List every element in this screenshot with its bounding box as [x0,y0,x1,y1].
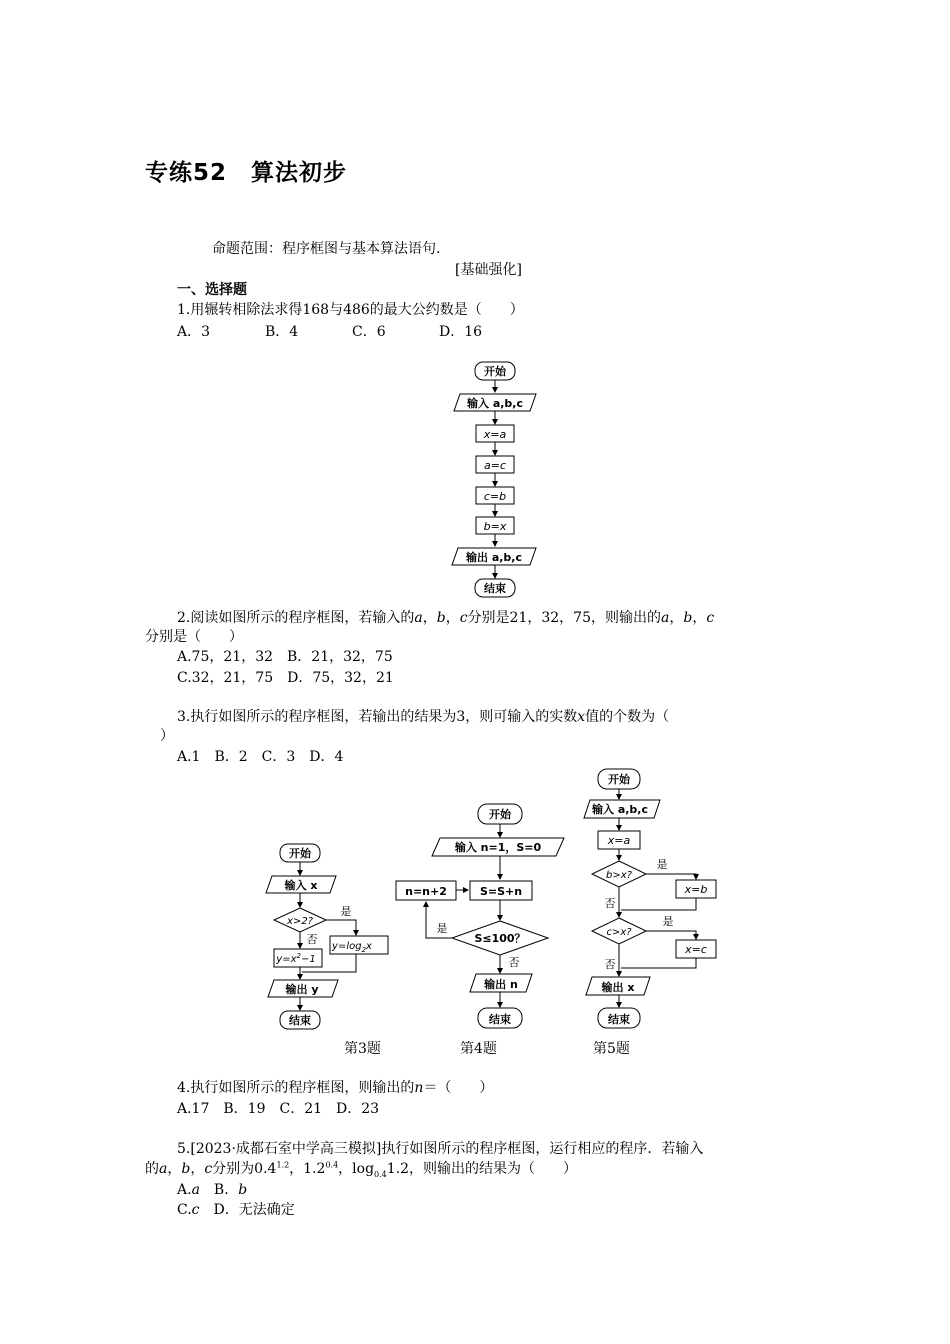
flowchart-q5 [580,764,730,1034]
q2-sep: ， [445,610,460,626]
q3-stem-line1 [177,706,669,726]
flowchart-q3 [262,838,402,1034]
q1-option-c: C．6 [352,324,386,340]
flow5-step1-label: x=a [607,834,631,847]
q2-var-a: a [660,610,670,626]
q5-opt-a-pre: A. [177,1182,192,1198]
q5-var-a: a [159,1161,168,1177]
flowchart-q4 [388,798,568,1034]
q2-stem-line1 [177,607,714,627]
q1-option-a: A．3 [177,324,211,340]
q5-opt-b-pre: B． [213,1182,239,1198]
q4-options: A.17 B．19 C．21 D．23 [177,1101,380,1117]
q5-exp2: 0.4 [325,1160,339,1170]
flow3-then-sub: 2 [361,946,367,954]
flow3-else-text: y=x [276,954,297,965]
flow5-yes1-label: 是 [656,858,668,871]
flow3-condition-label: x>2? [287,916,313,927]
flow5-no2-label: 否 [604,958,616,971]
flow5-then1-label: x=b [684,883,708,896]
flow3-else-sup: 2 [296,952,301,960]
flow3-output-label: 输出 y [285,983,319,996]
flow5-condition2-label: c>x? [606,927,632,938]
flow4-end-label: 结束 [489,1013,511,1026]
q1-options [177,321,482,341]
q5-opt-d: D．无法确定 [213,1202,295,1218]
q3-stem-line2: ） [160,728,174,744]
q5-stem-c: 1.2，则输出的结果为（ ） [386,1161,578,1177]
flow4-step1-label: n=n+2 [405,885,447,898]
flow3-end-label: 结束 [289,1014,311,1027]
q5-var-b: b [181,1161,191,1177]
flow4-start-label: 开始 [489,808,511,821]
q5-stem-line2 [145,1158,577,1179]
q2-var-b: b [436,610,446,626]
q3-var-x: x [577,709,586,725]
flow3-input-label: 输入 x [284,879,318,892]
q4-stem-b: ＝（ ） [423,1080,494,1096]
flow1-input-label: 输入 a,b,c [466,397,524,410]
flow4-step2-label: S=S+n [479,885,523,898]
section-heading: 一、选择题 [177,282,247,298]
q1-option-d: D．16 [439,324,483,340]
q5-stem-line1: 5.[2023·成都石室中学高三模拟]执行如图所示的程序框图，运行相应的程序．若输入 [177,1141,704,1157]
caption-q4: 第4题 [460,1041,497,1057]
q5-options-1 [177,1179,247,1199]
flow5-yes2-label: 是 [662,915,674,928]
q2-sep: ， [422,610,437,626]
q2-sep: ， [669,610,684,626]
flow5-start-label: 开始 [608,773,630,786]
flow3-then-label [331,941,372,954]
q5-var-c: c [204,1161,213,1177]
flow3-no-label: 否 [306,933,318,946]
scope-note: 命题范围：程序框图与基本算法语句. [212,241,441,257]
flow1-end-label: 结束 [484,582,506,595]
flow4-no-label: 否 [508,956,520,969]
caption-q3: 第3题 [344,1041,381,1057]
q3-options: A.1 B．2 C．3 D．4 [177,749,344,765]
q2-sep: ， [692,610,707,626]
q5-mid1: ，1.2 [289,1161,326,1177]
flow5-output-label: 输出 x [601,981,635,994]
q1-option-b: B．4 [265,324,299,340]
q5-stem-b: 分别为0.4 [212,1161,277,1177]
flow5-no1-label: 否 [604,897,616,910]
flow4-condition-label: S≤100？ [474,932,526,945]
q2-stem-line2: 分别是（ ） [145,629,243,645]
flow1-step1-label: x=a [483,428,507,441]
flow3-else-label [275,952,315,965]
caption-q5: 第5题 [593,1041,630,1057]
flow3-start-label: 开始 [289,847,311,860]
page-title: 专练52 算法初步 [145,160,348,186]
flow1-step3-label: c=b [483,490,507,503]
q5-sep: ， [167,1161,182,1177]
q5-opt-c-var: c [191,1202,200,1218]
flow3-then-var: x [366,941,372,952]
q5-mid2: ，log [338,1161,375,1177]
q2-options-2: C.32，21，75 D．75，32，21 [177,670,394,686]
q5-sep: ， [190,1161,205,1177]
flow1-step4-label: b=x [483,520,507,533]
flow3-yes-label: 是 [340,905,352,918]
q5-stem-a: 的 [145,1161,159,1177]
q3-stem-a: 3.执行如图所示的程序框图，若输出的结果为3，则可输入的实数 [177,709,578,725]
q5-exp1: 1.2 [276,1160,290,1170]
flow5-input-label: 输入 a,b,c [591,803,649,816]
flow1-start-label: 开始 [484,365,506,378]
q5-sub: 0.4 [374,1169,387,1179]
q3-stem-b: 值的个数为（ [585,709,670,725]
flow5-then2-label: x=c [685,943,707,956]
q5-opt-c-pre: C. [177,1202,192,1218]
q5-opt-a-var: a [191,1182,200,1198]
q4-stem-a: 4.执行如图所示的程序框图，则输出的 [177,1080,415,1096]
level-tag: [基础强化] [455,262,522,278]
q2-stem-b: 分别是21，32，75，则输出的 [467,610,661,626]
q2-var-a: a [414,610,423,626]
flow5-end-label: 结束 [608,1013,630,1026]
q1-stem: 1.用辗转相除法求得168与486的最大公约数是（ ） [177,302,524,318]
flow4-yes-label: 是 [436,922,448,935]
q2-stem-a: 2.阅读如图所示的程序框图，若输入的 [177,610,415,626]
flow3-then-text: y=log [332,941,362,952]
q5-options-2 [177,1199,295,1219]
q4-stem [177,1077,493,1097]
q2-options-1: A.75，21，32 B．21，32，75 [177,649,393,665]
q2-var-c: c [706,610,715,626]
flow3-else-tail: −1 [300,954,316,965]
flow1-step2-label: a=c [483,459,507,472]
flow4-output-label: 输出 n [484,978,518,991]
flow4-input-label: 输入 n=1，S=0 [454,841,542,854]
flowchart-q2 [440,358,540,602]
q2-var-c: c [459,610,468,626]
q5-opt-b-var: b [238,1182,248,1198]
q2-var-b: b [683,610,693,626]
flow1-output-label: 输出 a,b,c [465,551,523,564]
flow5-condition1-label: b>x? [606,870,632,881]
q4-var-n: n [414,1080,424,1096]
